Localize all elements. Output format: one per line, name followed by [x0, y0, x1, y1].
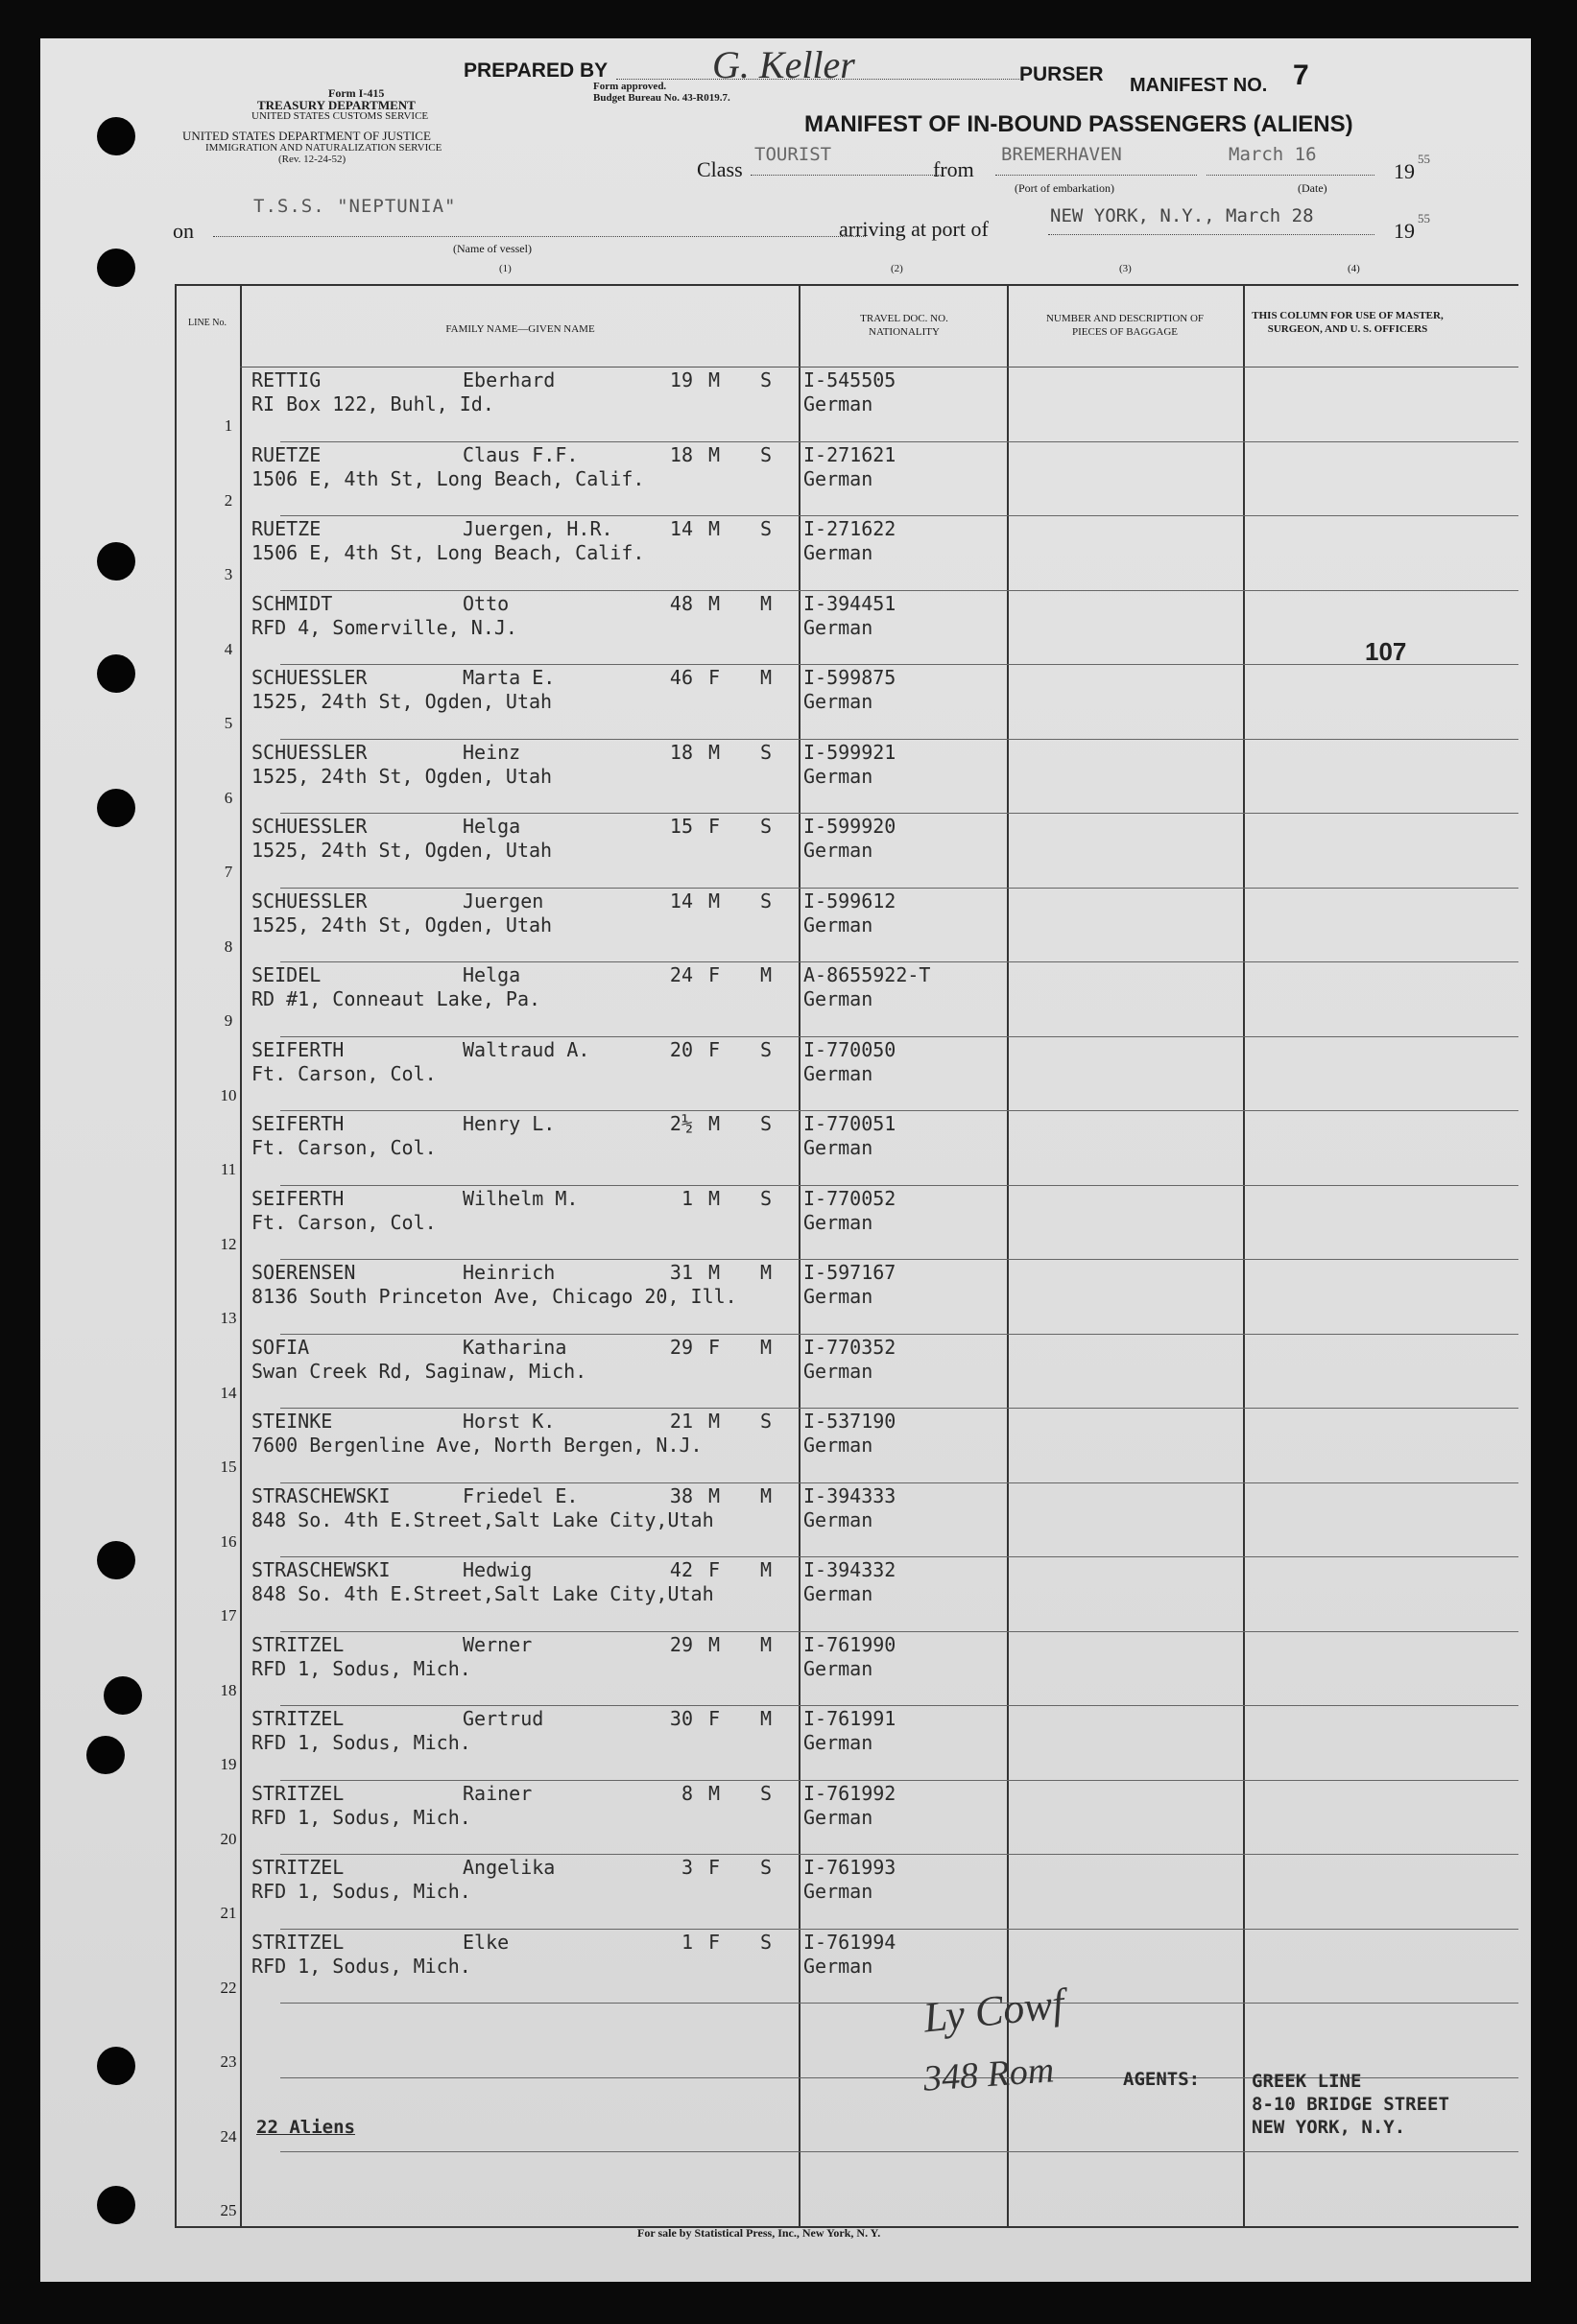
sex: M [708, 740, 721, 764]
travel-doc-no: I-545505 [803, 368, 896, 391]
age: 1 [681, 1930, 693, 1954]
nationality: German [803, 1582, 873, 1605]
given-name: Juergen [463, 889, 544, 913]
given-name: Heinz [463, 740, 521, 764]
nationality: German [803, 1136, 873, 1159]
punch-hole [97, 117, 135, 155]
family-name: STRASCHEWSKI [251, 1483, 391, 1507]
address: 1525, 24th St, Ogden, Utah [251, 764, 553, 788]
marital-status: S [760, 442, 773, 466]
port-embark-caption: (Port of embarkation) [1015, 181, 1114, 195]
given-name: Elke [463, 1930, 510, 1954]
prepared-by-label: PREPARED BY [464, 59, 609, 82]
family-name: SCHUESSLER [251, 889, 368, 913]
given-name: Horst K. [463, 1410, 556, 1433]
address: Ft. Carson, Col. [251, 1136, 437, 1159]
age: 31 [669, 1261, 693, 1284]
family-name: SOERENSEN [251, 1261, 356, 1284]
sex: M [708, 1483, 721, 1507]
travel-doc-no: I-597167 [803, 1261, 896, 1284]
row-rule [280, 1110, 1518, 1111]
dept-customs: UNITED STATES CUSTOMS SERVICE [251, 110, 429, 122]
marital-status: S [760, 889, 773, 913]
address: 7600 Bergenline Ave, North Bergen, N.J. [251, 1434, 703, 1457]
row-rule [280, 1259, 1518, 1260]
nationality: German [803, 839, 873, 862]
travel-doc-no: I-394333 [803, 1483, 896, 1507]
arrival-port-line [1048, 234, 1374, 235]
travel-doc-no: I-761994 [803, 1930, 896, 1954]
row-rule [280, 2003, 1518, 2004]
travel-doc-no: I-761993 [803, 1856, 896, 1879]
address: Swan Creek Rd, Saginaw, Mich. [251, 1359, 587, 1383]
vessel-caption: (Name of vessel) [453, 242, 532, 255]
family-name: SEIFERTH [251, 1112, 345, 1135]
line-number: 4 [224, 639, 233, 658]
dept-treasury: TREASURY DEPARTMENT [257, 98, 416, 112]
year2-suffix: 55 [1418, 211, 1430, 225]
total-aliens: 22 Aliens [256, 2117, 355, 2138]
row-rule [280, 813, 1518, 814]
row-rule [280, 1854, 1518, 1855]
given-name: Werner [463, 1632, 533, 1656]
family-name: SEIFERTH [251, 1037, 345, 1061]
sex: F [708, 1558, 721, 1581]
family-name: SCHUESSLER [251, 740, 368, 764]
marital-status: M [760, 1483, 773, 1507]
family-name: RUETZE [251, 517, 322, 540]
year-suffix: 55 [1418, 152, 1430, 166]
sex: M [708, 591, 721, 615]
given-name: Wilhelm M. [463, 1186, 579, 1210]
vessel-name: T.S.S. "NEPTUNIA" [253, 196, 457, 217]
line-number: 13 [220, 1309, 237, 1327]
sex: M [708, 1261, 721, 1284]
form-approved: Form approved. [593, 81, 667, 92]
sex: F [708, 1037, 721, 1061]
row-rule [280, 590, 1518, 591]
punch-hole [97, 249, 135, 287]
family-name: STRITZEL [251, 1930, 345, 1954]
line-number: 16 [220, 1531, 237, 1551]
punch-hole [97, 789, 135, 827]
dept-justice: UNITED STATES DEPARTMENT OF JUSTICE [182, 129, 431, 143]
marital-status: S [760, 1856, 773, 1879]
sex: F [708, 963, 721, 986]
embark-date: March 16 [1229, 144, 1317, 165]
name-col-divider [799, 284, 800, 2226]
age: 18 [669, 442, 693, 466]
line-number: 20 [220, 1829, 237, 1848]
punch-hole [104, 1676, 142, 1715]
family-name: RETTIG [251, 368, 322, 391]
signature-sub: 348 Rom [921, 2050, 1056, 2099]
nationality: German [803, 392, 873, 415]
embark-date-line [1207, 175, 1374, 176]
officer-mark: 107 [1365, 637, 1407, 666]
prepared-by-signature: G. Keller [712, 43, 855, 86]
col-num-1: (1) [499, 263, 512, 274]
address: RFD 1, Sodus, Mich. [251, 1656, 471, 1680]
row-rule [280, 1185, 1518, 1186]
marital-status: S [760, 368, 773, 391]
travel-doc-no: I-761990 [803, 1632, 896, 1656]
marital-status: M [760, 1707, 773, 1730]
table-left-border [175, 284, 177, 2226]
line-number: 25 [220, 2201, 237, 2219]
given-name: Juergen, H.R. [463, 517, 613, 540]
vessel-line [213, 236, 866, 237]
travel-doc-no: I-761992 [803, 1781, 896, 1805]
agents-label: AGENTS: [1123, 2069, 1201, 2090]
line-number: 12 [220, 1234, 237, 1253]
address: 1525, 24th St, Ogden, Utah [251, 913, 553, 937]
family-name: STRASCHEWSKI [251, 1558, 391, 1581]
sex: F [708, 1707, 721, 1730]
given-name: Eberhard [463, 368, 556, 391]
col-header-baggage: NUMBER AND DESCRIPTION OF PIECES OF BAGGAGE [1045, 313, 1205, 338]
address: 848 So. 4th E.Street,Salt Lake City,Utah [251, 1582, 714, 1605]
punch-hole [97, 2047, 135, 2085]
age: 1 [681, 1186, 693, 1210]
arrival-port: NEW YORK, N.Y., March 28 [1050, 205, 1314, 226]
address: Ft. Carson, Col. [251, 1210, 437, 1234]
line-number: 24 [220, 2126, 237, 2146]
nationality: German [803, 615, 873, 639]
arriving-label: arriving at port of [839, 217, 989, 241]
marital-status: S [760, 1112, 773, 1135]
marital-status: M [760, 1558, 773, 1581]
on-label: on [173, 219, 194, 243]
line-number: 23 [220, 2052, 237, 2071]
marital-status: S [760, 740, 773, 764]
row-rule [280, 1705, 1518, 1706]
address: RI Box 122, Buhl, Id. [251, 392, 494, 415]
line-number: 7 [224, 863, 233, 881]
address: RFD 1, Sodus, Mich. [251, 1805, 471, 1829]
dept-ins: IMMIGRATION AND NATURALIZATION SERVICE [205, 142, 442, 154]
marital-status: M [760, 591, 773, 615]
punch-hole [97, 2186, 135, 2224]
col-header-name: FAMILY NAME—GIVEN NAME [445, 323, 595, 335]
line-number: 14 [220, 1383, 237, 1402]
punch-hole [97, 1541, 135, 1579]
family-name: STRITZEL [251, 1856, 345, 1879]
col-num-3: (3) [1119, 263, 1132, 274]
row-rule [280, 1780, 1518, 1781]
row-rule [280, 1036, 1518, 1037]
address: RFD 1, Sodus, Mich. [251, 1954, 471, 1978]
line-number: 15 [220, 1458, 237, 1476]
line-number: 8 [224, 937, 233, 956]
row-rule [280, 739, 1518, 740]
address: 8136 South Princeton Ave, Chicago 20, Ill. [251, 1285, 737, 1308]
nationality: German [803, 690, 873, 713]
age: 2½ [669, 1112, 693, 1135]
family-name: SCHMIDT [251, 591, 333, 615]
address: RFD 4, Somerville, N.J. [251, 615, 517, 639]
row-rule [280, 664, 1518, 665]
age: 48 [669, 591, 693, 615]
family-name: SOFIA [251, 1335, 310, 1359]
form-rev: (Rev. 12-24-52) [278, 154, 346, 165]
nationality: German [803, 541, 873, 564]
row-rule [280, 1482, 1518, 1483]
sex: M [708, 1112, 721, 1135]
age: 38 [669, 1483, 693, 1507]
travel-doc-no: I-599875 [803, 666, 896, 689]
nationality: German [803, 1954, 873, 1978]
baggage-col-divider [1243, 284, 1245, 2226]
nationality: German [803, 1805, 873, 1829]
marital-status: S [760, 1781, 773, 1805]
age: 3 [681, 1856, 693, 1879]
given-name: Hedwig [463, 1558, 533, 1581]
row-rule [280, 961, 1518, 962]
nationality: German [803, 1210, 873, 1234]
row-rule [280, 1929, 1518, 1930]
travel-doc-no: I-271622 [803, 517, 896, 540]
travel-doc-no: I-599921 [803, 740, 896, 764]
line-number: 21 [220, 1904, 237, 1922]
agent-line-2: 8-10 BRIDGE STREET [1252, 2094, 1449, 2115]
sex: M [708, 517, 721, 540]
col-num-2: (2) [891, 263, 903, 274]
line-number: 17 [220, 1606, 237, 1624]
travel-doc-no: I-537190 [803, 1410, 896, 1433]
marital-status: M [760, 666, 773, 689]
marital-status: M [760, 1335, 773, 1359]
manifest-no-label: MANIFEST NO. [1130, 75, 1268, 96]
signature: Ly Cowf [920, 1980, 1066, 2042]
nationality: German [803, 913, 873, 937]
punch-hole [97, 542, 135, 581]
travel-doc-no: I-761991 [803, 1707, 896, 1730]
port-embark: BREMERHAVEN [1001, 144, 1122, 165]
row-rule [280, 1408, 1518, 1409]
address: 848 So. 4th E.Street,Salt Lake City,Utah [251, 1507, 714, 1531]
nationality: German [803, 1507, 873, 1531]
nationality: German [803, 1880, 873, 1903]
sex: F [708, 1930, 721, 1954]
row-rule [280, 888, 1518, 889]
travel-doc-no: A-8655922-T [803, 963, 931, 986]
address: Ft. Carson, Col. [251, 1061, 437, 1085]
sex: F [708, 1335, 721, 1359]
age: 21 [669, 1410, 693, 1433]
given-name: Friedel E. [463, 1483, 579, 1507]
form-id: Form I-415 [328, 86, 385, 100]
family-name: STRITZEL [251, 1632, 345, 1656]
age: 29 [669, 1335, 693, 1359]
travel-doc-no: I-271621 [803, 442, 896, 466]
given-name: Otto [463, 591, 510, 615]
age: 18 [669, 740, 693, 764]
family-name: SEIFERTH [251, 1186, 345, 1210]
class-line [751, 175, 943, 176]
line-number: 3 [224, 565, 233, 583]
header-rule [240, 367, 1518, 368]
row-rule [280, 1334, 1518, 1335]
line-number: 6 [224, 788, 233, 807]
date-caption: (Date) [1298, 181, 1327, 195]
family-name: SEIDEL [251, 963, 322, 986]
given-name: Henry L. [463, 1112, 556, 1135]
sex: F [708, 1856, 721, 1879]
marital-status: M [760, 1632, 773, 1656]
travel-doc-no: I-394332 [803, 1558, 896, 1581]
line-number: 22 [220, 1978, 237, 1997]
manifest-number: 7 [1293, 59, 1309, 91]
line-number: 5 [224, 714, 233, 732]
given-name: Marta E. [463, 666, 556, 689]
line-number: 19 [220, 1755, 237, 1773]
age: 8 [681, 1781, 693, 1805]
line-number: 2 [224, 490, 233, 510]
marital-status: S [760, 1410, 773, 1433]
family-name: SCHUESSLER [251, 815, 368, 838]
marital-status: S [760, 1037, 773, 1061]
age: 14 [669, 889, 693, 913]
class-label: Class [697, 157, 743, 181]
marital-status: S [760, 517, 773, 540]
given-name: Helga [463, 963, 521, 986]
line-number: 9 [224, 1011, 233, 1030]
address: 1525, 24th St, Ogden, Utah [251, 690, 553, 713]
address: 1506 E, 4th St, Long Beach, Calif. [251, 466, 645, 490]
row-rule [280, 1556, 1518, 1557]
age: 24 [669, 963, 693, 986]
punch-hole [97, 654, 135, 693]
nationality: German [803, 1061, 873, 1085]
nationality: German [803, 1434, 873, 1457]
line-number: 10 [220, 1085, 237, 1104]
sex: M [708, 368, 721, 391]
sex: M [708, 889, 721, 913]
class-value: TOURIST [754, 144, 832, 165]
from-label: from [933, 157, 974, 181]
purser-label: PURSER [1019, 63, 1104, 85]
manifest-title: MANIFEST OF IN-BOUND PASSENGERS (ALIENS) [804, 111, 1353, 137]
nationality: German [803, 1656, 873, 1680]
agent-line-3: NEW YORK, N.Y. [1252, 2117, 1406, 2138]
age: 14 [669, 517, 693, 540]
travel-doc-no: I-599612 [803, 889, 896, 913]
year-prefix: 19 [1394, 159, 1415, 183]
sex: M [708, 442, 721, 466]
nationality: German [803, 1359, 873, 1383]
age: 29 [669, 1632, 693, 1656]
given-name: Waltraud A. [463, 1037, 590, 1061]
travel-doc-no: I-770050 [803, 1037, 896, 1061]
manifest-sheet [40, 38, 1531, 2282]
age: 19 [669, 368, 693, 391]
address: RFD 1, Sodus, Mich. [251, 1880, 471, 1903]
given-name: Heinrich [463, 1261, 556, 1284]
age: 30 [669, 1707, 693, 1730]
given-name: Rainer [463, 1781, 533, 1805]
travel-doc-no: I-770051 [803, 1112, 896, 1135]
family-name: STRITZEL [251, 1707, 345, 1730]
address: RD #1, Conneaut Lake, Pa. [251, 987, 541, 1010]
col-header-officers: THIS COLUMN FOR USE OF MASTER, SURGEON, AND U. S. OFFICERS [1252, 310, 1444, 335]
nationality: German [803, 466, 873, 490]
col-header-line-no: LINE No. [188, 318, 227, 328]
nationality: German [803, 1285, 873, 1308]
footer-printer: For sale by Statistical Press, Inc., New York, N. Y. [637, 2226, 881, 2240]
sex: F [708, 666, 721, 689]
nationality: German [803, 987, 873, 1010]
sex: M [708, 1781, 721, 1805]
budget-bureau: Budget Bureau No. 43-R019.7. [593, 92, 730, 104]
line-number: 11 [220, 1160, 237, 1178]
given-name: Gertrud [463, 1707, 544, 1730]
year2-prefix: 19 [1394, 219, 1415, 243]
marital-status: S [760, 1930, 773, 1954]
family-name: STEINKE [251, 1410, 333, 1433]
agent-line-1: GREEK LINE [1252, 2071, 1362, 2092]
sex: M [708, 1410, 721, 1433]
col-header-travel-doc: TRAVEL DOC. NO. NATIONALITY [860, 313, 948, 338]
nationality: German [803, 1731, 873, 1754]
travel-doc-no: I-599920 [803, 815, 896, 838]
travel-doc-no: I-770352 [803, 1335, 896, 1359]
table-top-border [175, 284, 1518, 286]
marital-status: S [760, 815, 773, 838]
given-name: Helga [463, 815, 521, 838]
sex: M [708, 1632, 721, 1656]
age: 20 [669, 1037, 693, 1061]
row-rule [280, 1631, 1518, 1632]
address: 1525, 24th St, Ogden, Utah [251, 839, 553, 862]
sex: F [708, 815, 721, 838]
address: 1506 E, 4th St, Long Beach, Calif. [251, 541, 645, 564]
row-rule [280, 2151, 1518, 2152]
port-embark-line [995, 175, 1197, 176]
sex: M [708, 1186, 721, 1210]
travel-doc-no: I-394451 [803, 591, 896, 615]
family-name: RUETZE [251, 442, 322, 466]
nationality: German [803, 764, 873, 788]
given-name: Katharina [463, 1335, 567, 1359]
col-num-4: (4) [1348, 263, 1360, 274]
given-name: Claus F.F. [463, 442, 579, 466]
age: 15 [669, 815, 693, 838]
doc-col-divider [1007, 284, 1009, 2226]
marital-status: M [760, 963, 773, 986]
line-number: 1 [224, 416, 233, 435]
family-name: SCHUESSLER [251, 666, 368, 689]
punch-hole [86, 1736, 125, 1774]
line-number: 18 [220, 1680, 237, 1699]
family-name: STRITZEL [251, 1781, 345, 1805]
row-rule [280, 441, 1518, 442]
marital-status: S [760, 1186, 773, 1210]
travel-doc-no: I-770052 [803, 1186, 896, 1210]
marital-status: M [760, 1261, 773, 1284]
address: RFD 1, Sodus, Mich. [251, 1731, 471, 1754]
row-rule [280, 515, 1518, 516]
age: 42 [669, 1558, 693, 1581]
given-name: Angelika [463, 1856, 556, 1879]
age: 46 [669, 666, 693, 689]
